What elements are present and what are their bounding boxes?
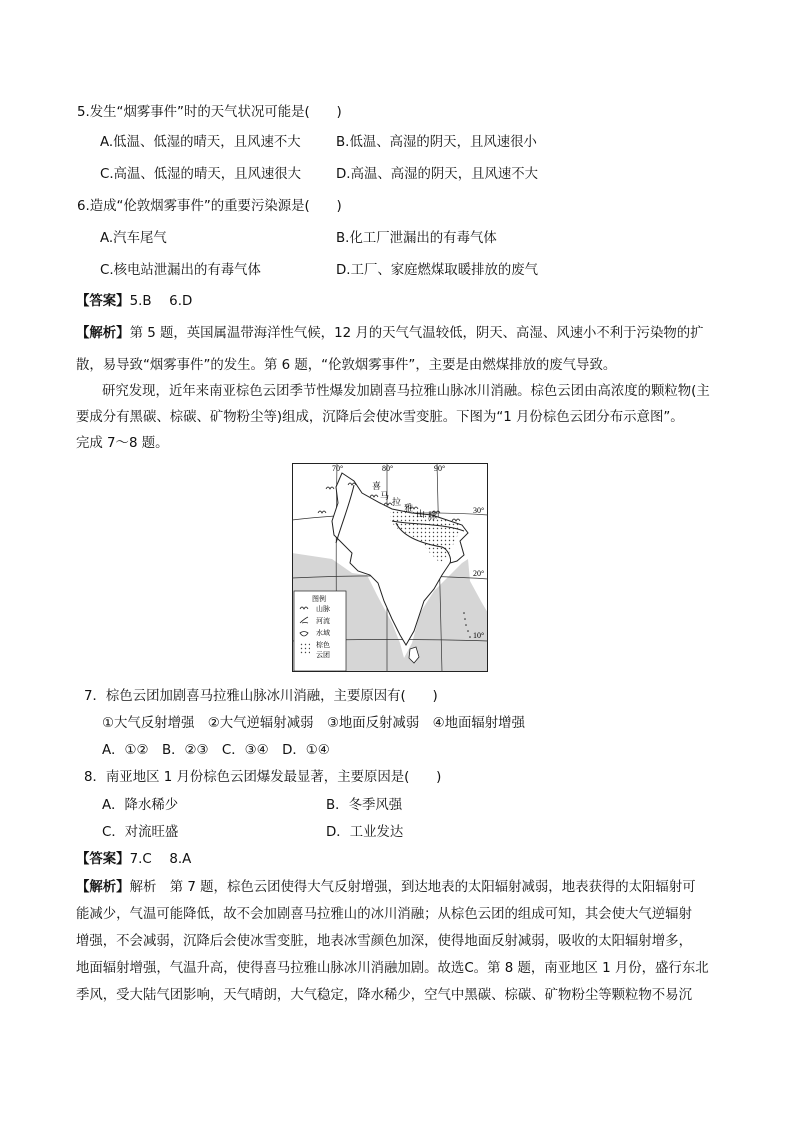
brown-cloud-map (292, 463, 488, 672)
answer-5-6 (76, 293, 192, 311)
q6-option-c: C.核电站泄漏出的有毒气体 (100, 263, 261, 278)
q6-stem: 6.造成“伦敦烟雾事件”的重要污染源是( ) (77, 199, 342, 214)
explanation-7-8-line-1 (76, 879, 696, 897)
explanation-7-8-line-4: 地面辐射增强，气温升高，使得喜马拉雅山脉冰川消融加剧。故选C。第 8 题，南亚地区 1 月份，盛行东北 (76, 961, 709, 976)
lat-label-30: 30° (473, 506, 485, 515)
lat-label-10: 10° (473, 631, 485, 640)
mountain-label-char-4: 雅 (404, 504, 414, 514)
q8-option-d: D．工业发达 (326, 825, 404, 840)
q8-stem: 8．南亚地区 1 月份棕色云团爆发最显著，主要原因是( ) (84, 770, 442, 785)
q7-statements: ①大气反射增强 ②大气逆辐射减弱 ③地面反射减弱 ④地面辐射增强 (102, 716, 525, 731)
explanation-5-6-line-2: 散，易导致“烟雾事件”的发生。第 6 题，“伦敦烟雾事件”，主要是由燃煤排放的废气导致。 (76, 358, 617, 373)
q5-option-a: A.低温、低湿的晴天，且风速不大 (100, 135, 301, 150)
lat-label-20: 20° (473, 569, 485, 578)
explanation-text: 第 5 题，英国属温带海洋性气候，12 月的天气气温较低，阴天、高湿、风速小不利于污染物的扩 (129, 326, 704, 341)
legend-cloud: 云团 (316, 651, 330, 659)
legend-brown-cloud-icon (300, 643, 310, 655)
answer-7-8 (76, 851, 191, 869)
lon-label-80: 80° (382, 464, 394, 473)
legend-mountain: 山脉 (316, 605, 330, 613)
intro-line-2: 要成分有黑碳、棕碳、矿物粉尘等)组成，沉降后会使冰雪变脏。下图为“1 月份棕色云团分布示意图”。 (76, 410, 684, 425)
q6-option-d: D.工厂、家庭燃煤取暖排放的废气 (336, 263, 539, 278)
q8-option-c: C．对流旺盛 (102, 825, 179, 840)
q8-option-a: A．降水稀少 (102, 798, 179, 813)
lon-label-90: 90° (434, 464, 446, 473)
explanation-7-8-line-5: 季风，受大陆气团影响，天气晴朗，大气稳定，降水稀少，空气中黑碳、棕碳、矿物粉尘等颗粒物不易沉 (76, 988, 692, 1003)
mountain-label-char-2: 马 (380, 492, 390, 502)
mountain-label-char-1: 喜 (372, 482, 382, 492)
intro-line-1: 研究发现，近年来南亚棕色云团季节性爆发加剧喜马拉雅山脉冰川消融。棕色云团由高浓度的颗粒物(主 (102, 384, 710, 399)
q7-stem: 7．棕色云团加剧喜马拉雅山脉冰川消融，主要原因有( ) (84, 689, 438, 704)
answer-tag: 【答案】 (76, 294, 130, 309)
explanation-text: 解析 第 7 题，棕色云团使得大气反射增强，到达地表的太阳辐射减弱，地表获得的太阳辐射可 (129, 880, 696, 895)
legend-water: 水域 (316, 629, 330, 637)
explanation-7-8-line-3: 增强，不会减弱，沉降后会使冰雪变脏，地表冰雪颜色加深，使得地面反射减弱，吸收的太阳辐射增多， (76, 934, 692, 949)
intro-line-3: 完成 7～8 题。 (76, 436, 169, 451)
mountain-label-char-5: 山 (416, 510, 426, 520)
answer-tag: 【答案】 (76, 852, 130, 867)
mountain-label-char-3: 拉 (392, 498, 402, 508)
answer-text: 7.C 8.A (129, 852, 192, 867)
mountain-label-char-6: 脉 (428, 512, 438, 522)
legend-brown: 棕色 (316, 641, 330, 649)
legend-river: 河流 (316, 617, 330, 625)
q5-option-d: D.高温、高湿的阴天，且风速不大 (336, 167, 539, 182)
q5-option-b: B.低温、高湿的阴天，且风速很小 (336, 135, 537, 150)
q5-option-c: C.高温、低湿的晴天，且风速很大 (100, 167, 302, 182)
answer-text: 5.B 6.D (129, 294, 193, 309)
lon-label-70: 70° (332, 464, 344, 473)
explanation-tag: 【解析】 (76, 326, 130, 341)
map-legend (294, 591, 346, 671)
q6-option-b: B.化工厂泄漏出的有毒气体 (336, 231, 497, 246)
q7-choices: A．①② B．②③ C．③④ D．①④ (102, 743, 330, 758)
q8-option-b: B．冬季风强 (326, 798, 403, 813)
q6-option-a: A.汽车尾气 (100, 231, 167, 246)
explanation-7-8-line-2: 能减少，气温可能降低，故不会加剧喜马拉雅山的冰川消融；从棕色云团的组成可知，其会使大气逆辐射 (76, 907, 692, 922)
explanation-tag: 【解析】 (76, 880, 130, 895)
explanation-5-6-line-1 (76, 325, 704, 343)
q5-stem: 5.发生“烟雾事件”时的天气状况可能是( ) (77, 105, 342, 120)
legend-title: 图例 (312, 595, 326, 603)
